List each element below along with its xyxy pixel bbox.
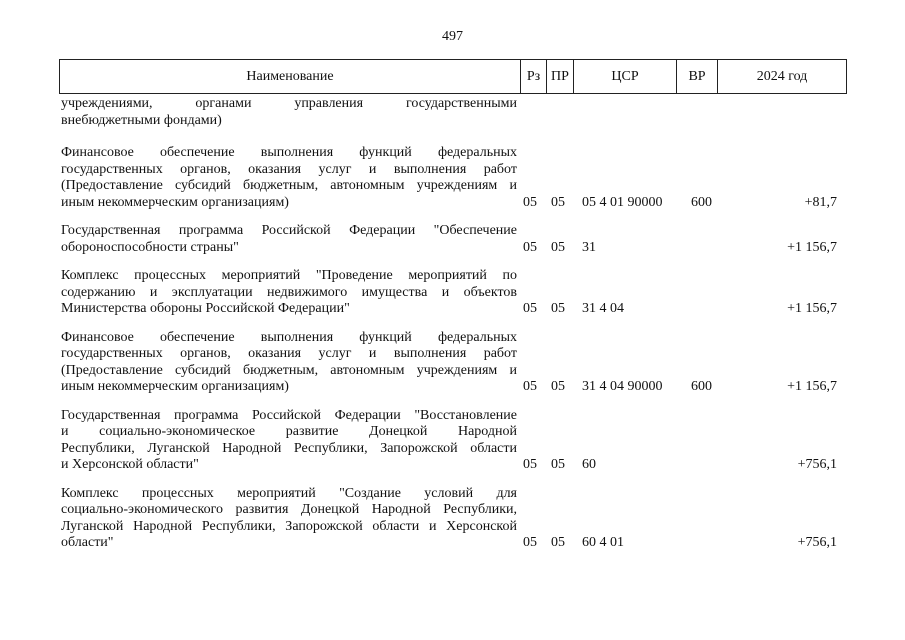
row-amount: +1 156,7 — [787, 301, 837, 316]
row-amount: +756,1 — [797, 535, 837, 550]
row-pr: 05 — [551, 301, 565, 316]
row-name-line: Государственная программа Российской Федерации "Обеспечение — [61, 223, 517, 238]
row-name-line: внебюджетными фондами) — [61, 112, 222, 128]
row-name-line: Финансовое обеспечение выполнения функций федеральных — [61, 329, 517, 345]
row-name-line: государственных органов, оказания услуг и выполнения работ — [61, 346, 517, 361]
row-name-line: Комплекс процессных мероприятий "Проведение мероприятий по — [61, 268, 517, 283]
header-vr: ВР — [677, 60, 718, 93]
row-name-line: области" — [61, 535, 114, 550]
row-amount: +756,1 — [797, 457, 837, 472]
row-name-line: Государственная программа Российской Федерации "Восстановление — [61, 407, 517, 423]
row-name — [61, 330, 517, 396]
table-row — [0, 486, 905, 552]
row-name — [61, 408, 517, 474]
header-pr: ПР — [547, 60, 574, 93]
header-csr: ЦСР — [574, 60, 677, 93]
row-rz: 05 — [523, 239, 537, 255]
row-name — [61, 96, 517, 129]
row-csr: 05 4 01 90000 — [582, 194, 663, 210]
row-name-line: Республики, Луганской Народной Республики, Запорожской области — [61, 440, 517, 456]
row-name-line: социально-экономического развития Донецкой Народной Республики, — [61, 502, 517, 517]
row-name — [61, 486, 517, 552]
row-name-line: Комплекс процессных мероприятий "Создание условий для — [61, 485, 517, 501]
page-number: 497 — [442, 29, 463, 44]
table-row — [0, 408, 905, 474]
row-name — [61, 223, 517, 256]
row-csr: 31 4 04 90000 — [582, 379, 663, 394]
row-csr: 60 — [582, 457, 596, 472]
row-name-line: содержанию и эксплуатации недвижимого имущества и объектов — [61, 284, 517, 300]
row-amount: +81,7 — [804, 194, 837, 210]
row-name-line: и Херсонской области" — [61, 457, 199, 472]
table-row — [0, 330, 905, 396]
row-csr: 31 4 04 — [582, 301, 624, 316]
row-name-line: обороноспособности страны" — [61, 239, 239, 255]
table-row — [0, 268, 905, 318]
row-rz: 05 — [523, 301, 537, 316]
row-rz: 05 — [523, 457, 537, 472]
table-header — [59, 59, 847, 94]
row-rz: 05 — [523, 535, 537, 550]
row-name-line: Министерства обороны Российской Федерации" — [61, 301, 350, 316]
table-body — [0, 96, 905, 552]
row-name — [61, 268, 517, 318]
row-name-line: учреждениями, органами управления государственными — [61, 96, 517, 111]
row-name-line: государственных органов, оказания услуг и выполнения работ — [61, 161, 517, 177]
row-rz: 05 — [523, 194, 537, 210]
header-year: 2024 год — [756, 68, 808, 84]
row-pr: 05 — [551, 239, 565, 255]
row-name-line: (Предоставление субсидий бюджетным, автономным учреждениям и — [61, 178, 517, 193]
header-name: Наименование — [60, 60, 521, 93]
row-name-line: иным некоммерческим организациям) — [61, 379, 289, 394]
row-pr: 05 — [551, 457, 565, 472]
table-row — [0, 145, 905, 211]
row-amount: +1 156,7 — [787, 379, 837, 394]
row-name-line: Луганской Народной Республики, Запорожской области и Херсонской — [61, 518, 517, 534]
row-name-line: Финансовое обеспечение выполнения функций федеральных — [61, 145, 517, 160]
row-csr: 31 — [582, 239, 596, 255]
row-name-line: иным некоммерческим организациям) — [61, 194, 289, 210]
row-name-line: (Предоставление субсидий бюджетным, автономным учреждениям и — [61, 362, 517, 378]
header-rz: Рз — [521, 60, 547, 93]
row-pr: 05 — [551, 379, 565, 394]
row-csr: 60 4 01 — [582, 535, 624, 550]
table-row — [0, 96, 905, 129]
row-vr: 600 — [691, 194, 712, 210]
row-pr: 05 — [551, 535, 565, 550]
row-rz: 05 — [523, 379, 537, 394]
row-name — [61, 145, 517, 211]
table-row — [0, 223, 905, 256]
row-amount: +1 156,7 — [787, 239, 837, 255]
row-vr: 600 — [691, 379, 712, 394]
row-pr: 05 — [551, 194, 565, 210]
row-name-line: и социально-экономическое развитие Донецкой Народной — [61, 424, 517, 439]
